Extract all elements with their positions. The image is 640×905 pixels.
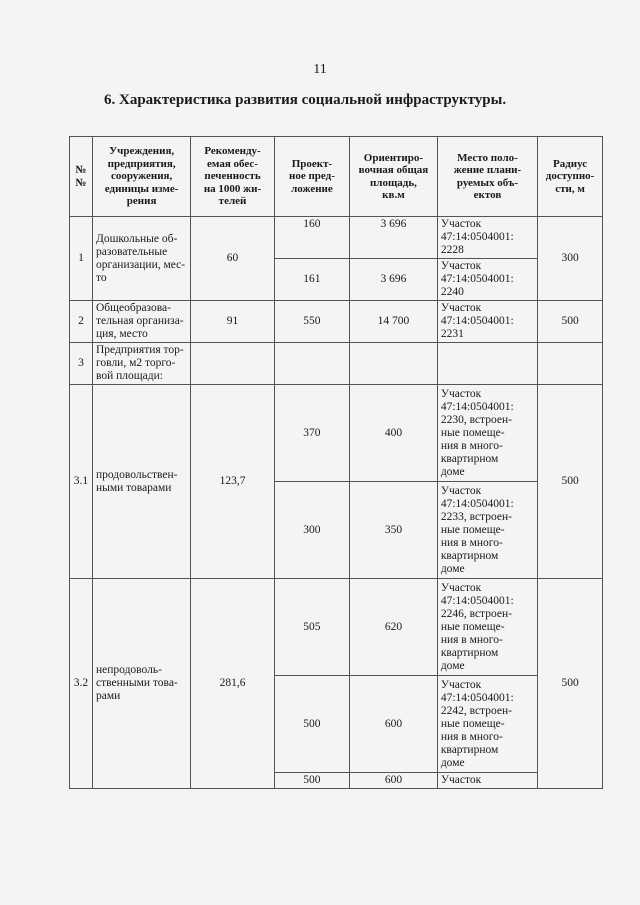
page-number: 11: [313, 62, 327, 77]
row-number: 2: [70, 301, 93, 343]
row-area: 400: [350, 385, 438, 482]
row-institution: непродоволь- ственными това- рами: [92, 579, 190, 789]
empty-cell: [350, 343, 438, 385]
table-row: [70, 301, 603, 343]
table-row: [70, 579, 603, 676]
row-project: 505: [274, 579, 349, 676]
row-area: 620: [350, 579, 438, 676]
table-row: [70, 217, 603, 259]
row-norm: 281,6: [191, 579, 275, 789]
row-radius: 500: [538, 579, 603, 789]
row-project: 500: [274, 676, 349, 773]
row-institution: Общеобразова- тельная организа- ция, место: [92, 301, 190, 343]
row-institution: Предприятия тор- говли, м2 торго- вой площади:: [92, 343, 190, 385]
row-area: 14 700: [350, 301, 438, 343]
empty-cell: [538, 343, 603, 385]
row-location: Участок 47:14:0504001: 2228: [437, 217, 537, 259]
row-project: 370: [274, 385, 349, 482]
row-radius: 300: [538, 217, 603, 301]
row-institution: продовольствен- ными товарами: [92, 385, 190, 579]
row-radius: 500: [538, 301, 603, 343]
social-infrastructure-table: [69, 136, 603, 789]
row-location: Участок 47:14:0504001: 2242, встроен- ные помеще- ния в много- квартирном доме: [437, 676, 537, 773]
row-number: 1: [70, 217, 93, 301]
table-row: [70, 343, 603, 385]
row-location: Участок: [437, 773, 537, 789]
row-location: Участок 47:14:0504001: 2231: [437, 301, 537, 343]
row-project: 550: [274, 301, 349, 343]
row-location: Участок 47:14:0504001: 2240: [437, 259, 537, 301]
col-header-norm: Рекоменду- емая обес- печенность на 1000 жи- телей: [191, 137, 275, 217]
row-norm: 60: [191, 217, 275, 301]
section-heading: 6. Характеристика развития социальной инфраструктуры.: [104, 92, 507, 108]
row-project: 160: [274, 217, 349, 259]
row-radius: 500: [538, 385, 603, 579]
row-number: 3.1: [70, 385, 93, 579]
row-area: 600: [350, 773, 438, 789]
row-area: 3 696: [350, 217, 438, 259]
empty-cell: [191, 343, 275, 385]
col-header-number: № №: [70, 137, 93, 217]
row-number: 3: [70, 343, 93, 385]
table-row: [70, 385, 603, 482]
row-number: 3.2: [70, 579, 93, 789]
row-project: 500: [274, 773, 349, 789]
row-project: 161: [274, 259, 349, 301]
row-area: 3 696: [350, 259, 438, 301]
col-header-area: Ориентиро- вочная общая площадь, кв.м: [350, 137, 438, 217]
row-area: 600: [350, 676, 438, 773]
col-header-radius: Радиус доступно- сти, м: [538, 137, 603, 217]
row-location: Участок 47:14:0504001: 2230, встроен- ные помеще- ния в много- квартирном доме: [437, 385, 537, 482]
row-location: Участок 47:14:0504001: 2233, встроен- ные помеще- ния в много- квартирном доме: [437, 482, 537, 579]
table-header-row: [70, 137, 603, 217]
row-institution: Дошкольные об- разовательные организации, мес- то: [92, 217, 190, 301]
row-project: 300: [274, 482, 349, 579]
row-norm: 123,7: [191, 385, 275, 579]
row-area: 350: [350, 482, 438, 579]
empty-cell: [437, 343, 537, 385]
row-norm: 91: [191, 301, 275, 343]
col-header-project: Проект- ное пред- ложение: [274, 137, 349, 217]
col-header-location: Место поло- жение плани- руемых объ- ектов: [437, 137, 537, 217]
row-location: Участок 47:14:0504001: 2246, встроен- ные помеще- ния в много- квартирном доме: [437, 579, 537, 676]
col-header-institution: Учреждения, предприятия, сооружения, единицы изме- рения: [92, 137, 190, 217]
empty-cell: [274, 343, 349, 385]
